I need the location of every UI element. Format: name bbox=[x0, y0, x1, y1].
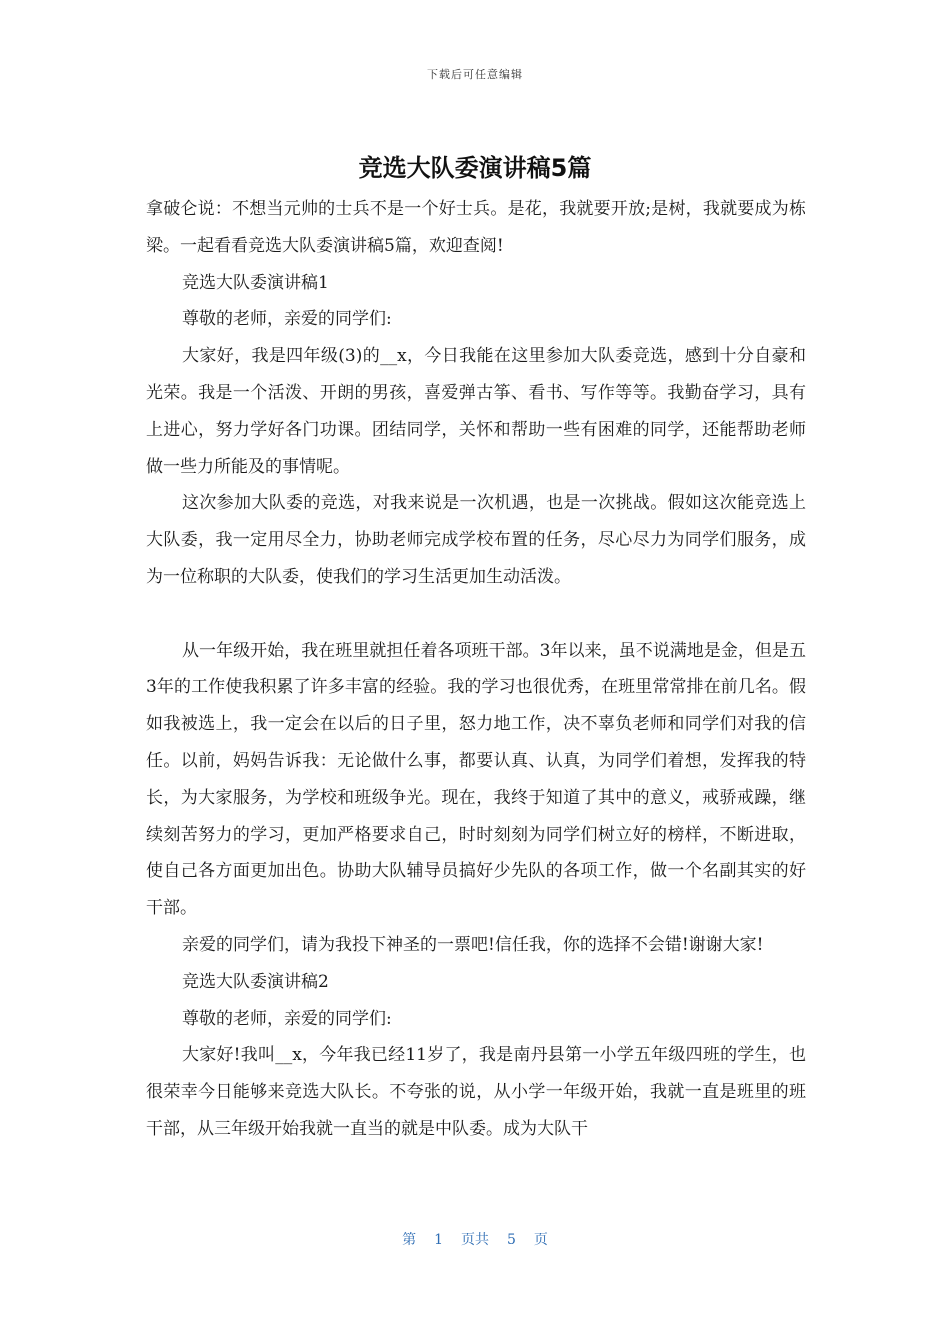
footer-label-of: 页共 bbox=[461, 1232, 489, 1248]
speech2-paragraph-1: 大家好!我叫__x，今年我已经11岁了，我是南丹县第一小学五年级四班的学生，也很荣幸今日能够来竞选大队长。不夸张的说，从小学一年级开始，我就一直是班里的班干部，从三年级开始我就一直当的就是中队委。成为大队干 bbox=[146, 1045, 806, 1139]
document-title: 竞选大队委演讲稿5篇 bbox=[358, 154, 592, 182]
page-footer bbox=[0, 1229, 950, 1249]
header-note: 下载后可任意编辑 bbox=[427, 68, 523, 81]
document-body bbox=[146, 191, 806, 1148]
blank-line bbox=[146, 596, 806, 633]
speech1-paragraph-1: 大家好，我是四年级(3)的__x，今日我能在这里参加大队委竞选，感到十分自豪和光荣。我是一个活泼、开朗的男孩，喜爱弹古筝、看书、写作等等。我勤奋学习，具有上进心，努力学好各门功课。团结同学，关怀和帮助一些有困难的同学，还能帮助老师做一些力所能及的事情呢。 bbox=[146, 346, 806, 477]
intro-paragraph: 拿破仑说：不想当元帅的士兵不是一个好士兵。是花，我就要开放;是树，我就要成为栋梁。一起看看竞选大队委演讲稿5篇，欢迎查阅! bbox=[146, 199, 806, 256]
speech2-heading: 竞选大队委演讲稿2 bbox=[182, 971, 329, 992]
total-pages-number: 5 bbox=[507, 1232, 516, 1248]
speech1-paragraph-2: 这次参加大队委的竞选，对我来说是一次机遇，也是一次挑战。假如这次能竞选上大队委，我一定用尽全力，协助老师完成学校布置的任务，尽心尽力为同学们服务，成为一位称职的大队委，使我们的学习生活更加生动活泼。 bbox=[146, 493, 806, 587]
speech1-greeting: 尊敬的老师，亲爱的同学们: bbox=[182, 309, 392, 330]
footer-label-page: 第 bbox=[402, 1232, 417, 1248]
footer-label-pages: 页 bbox=[533, 1232, 548, 1248]
speech1-paragraph-4: 亲爱的同学们，请为我投下神圣的一票吧!信任我，你的选择不会错!谢谢大家! bbox=[182, 934, 764, 955]
speech1-paragraph-3: 从一年级开始，我在班里就担任着各项班干部。3年以来，虽不说满地是金，但是五3年的工作使我积累了许多丰富的经验。我的学习也很优秀，在班里常常排在前几名。假如我被选上，我一定会在以后的日子里，怒力地工作，决不辜负老师和同学们对我的信任。以前，妈妈告诉我：无论做什么事，都要认真、认真，为同学们着想，发挥我的特长，为大家服务，为学校和班级争光。现在，我终于知道了其中的意义，戒骄戒躁，继续刻苦努力的学习，更加严格要求自己，时时刻刻为同学们树立好的榜样，不断进取，使自己各方面更加出色。协助大队辅导员搞好少先队的各项工作，做一个名副其实的好干部。 bbox=[146, 640, 806, 919]
speech1-heading: 竞选大队委演讲稿1 bbox=[182, 272, 329, 293]
current-page-number: 1 bbox=[434, 1232, 443, 1248]
speech2-greeting: 尊敬的老师，亲爱的同学们: bbox=[182, 1008, 392, 1029]
